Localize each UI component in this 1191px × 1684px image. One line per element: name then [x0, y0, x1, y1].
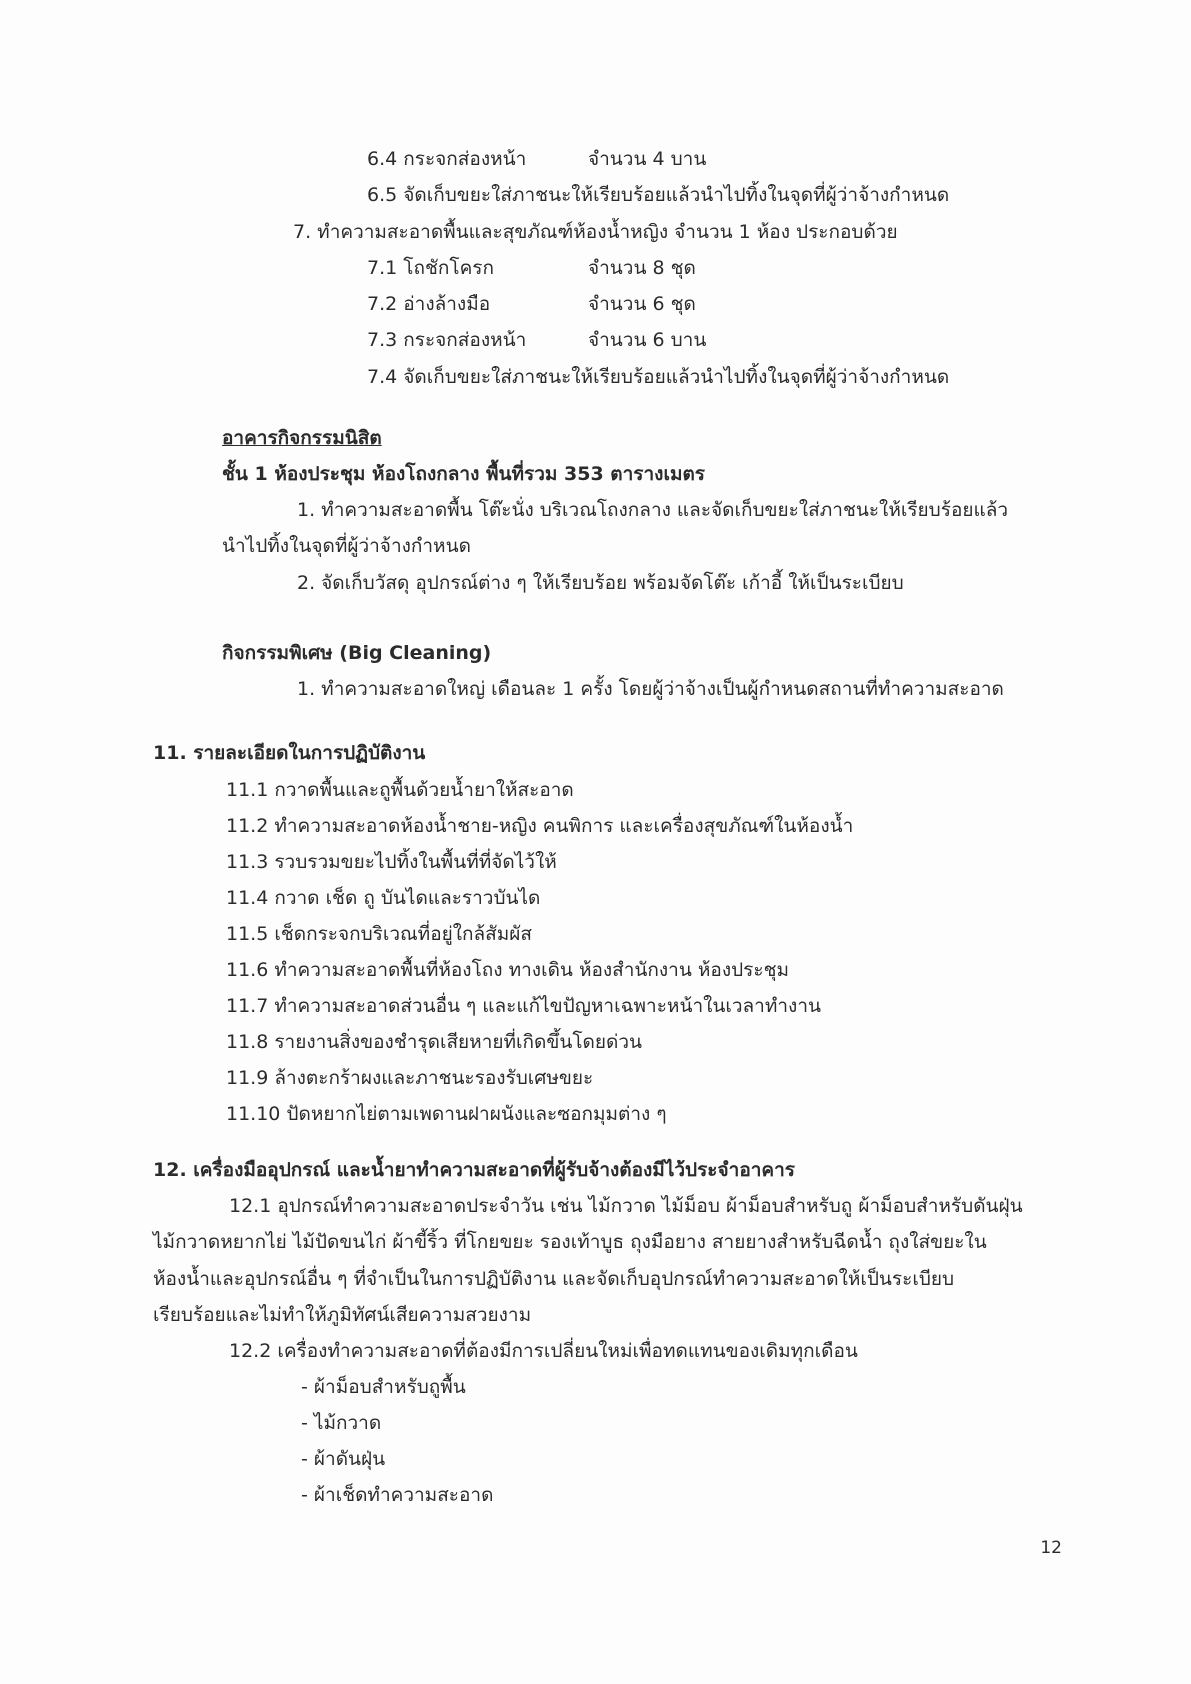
bullet-item: - ผ้าเช็ดทำความสะอาด	[301, 1484, 494, 1506]
list-item: 11.8 รายงานสิ่งของชำรุดเสียหายที่เกิดขึ้นโดยด่วน	[226, 1031, 643, 1053]
item-6-4-label: 6.4 กระจกส่องหน้า	[367, 148, 527, 170]
item-7-3-qty: จำนวน 6 บาน	[588, 329, 707, 351]
section-12-p1-line1: 12.1 อุปกรณ์ทำความสะอาดประจำวัน เช่น ไม้กวาด ไม้ม็อบ ผ้าม็อบสำหรับถู ผ้าม็อบสำหรับดันฝุ่น	[229, 1195, 1023, 1217]
special-heading: กิจกรรมพิเศษ (Big Cleaning)	[222, 642, 492, 664]
special-p1: 1. ทำความสะอาดใหญ่ เดือนละ 1 ครั้ง โดยผู้ว่าจ้างเป็นผู้กำหนดสถานที่ทำความสะอาด	[297, 678, 1004, 700]
list-item: 11.7 ทำความสะอาดส่วนอื่น ๆ และแก้ไขปัญหาเฉพาะหน้าในเวลาทำงาน	[226, 995, 821, 1017]
item-6-5: 6.5 จัดเก็บขยะใส่ภาชนะให้เรียบร้อยแล้วนำไปทิ้งในจุดที่ผู้ว่าจ้างกำหนด	[367, 184, 950, 206]
section-12-p2: 12.2 เครื่องทำความสะอาดที่ต้องมีการเปลี่ยนใหม่เพื่อทดแทนของเดิมทุกเดือน	[229, 1340, 858, 1362]
activity-building-p1-line1: 1. ทำความสะอาดพื้น โต๊ะนั่ง บริเวณโถงกลาง และจัดเก็บขยะใส่ภาชนะให้เรียบร้อยแล้ว	[297, 499, 1009, 521]
item-7-1-label: 7.1 โถชักโครก	[367, 257, 494, 279]
item-7-3-label: 7.3 กระจกส่องหน้า	[367, 329, 527, 351]
item-7-2-label: 7.2 อ่างล้างมือ	[367, 293, 491, 315]
list-item: 11.2 ทำความสะอาดห้องน้ำชาย-หญิง คนพิการ และเครื่องสุขภัณฑ์ในห้องน้ำ	[226, 815, 854, 837]
activity-building-floor: ชั้น 1 ห้องประชุม ห้องโถงกลาง พื้นที่รวม 353 ตารางเมตร	[222, 463, 706, 485]
activity-building-p2: 2. จัดเก็บวัสดุ อุปกรณ์ต่าง ๆ ให้เรียบร้อย พร้อมจัดโต๊ะ เก้าอี้ ให้เป็นระเบียบ	[297, 572, 904, 594]
bullet-item: - ผ้าม็อบสำหรับถูพื้น	[301, 1376, 466, 1398]
list-item: 11.6 ทำความสะอาดพื้นที่ห้องโถง ทางเดิน ห้องสำนักงาน ห้องประชุม	[226, 959, 789, 981]
list-item: 11.5 เช็ดกระจกบริเวณที่อยู่ใกล้สัมผัส	[226, 923, 533, 945]
item-6-4-qty: จำนวน 4 บาน	[588, 148, 707, 170]
section-11-heading: 11. รายละเอียดในการปฏิบัติงาน	[153, 742, 426, 764]
bullet-item: - ไม้กวาด	[301, 1412, 382, 1434]
section-12-p1-line3: ห้องน้ำและอุปกรณ์อื่น ๆ ที่จำเป็นในการปฏิบัติงาน และจัดเก็บอุปกรณ์ทำความสะอาดให้เป็นระเบียบ	[153, 1268, 955, 1290]
item-7: 7. ทำความสะอาดพื้นและสุขภัณฑ์ห้องน้ำหญิง จำนวน 1 ห้อง ประกอบด้วย	[293, 221, 898, 243]
item-7-2-qty: จำนวน 6 ชุด	[588, 293, 696, 315]
activity-building-heading: อาคารกิจกรรมนิสิต	[222, 427, 382, 449]
section-12-p1-line4: เรียบร้อยและไม่ทำให้ภูมิทัศน์เสียความสวยงาม	[153, 1304, 532, 1326]
list-item: 11.9 ล้างตะกร้าผงและภาชนะรองรับเศษขยะ	[226, 1067, 594, 1089]
bullet-item: - ผ้าดันฝุ่น	[301, 1448, 386, 1470]
item-7-1-qty: จำนวน 8 ชุด	[588, 257, 696, 279]
list-item: 11.4 กวาด เช็ด ถู บันไดและราวบันได	[226, 887, 541, 909]
list-item: 11.1 กวาดพื้นและถูพื้นด้วยน้ำยาให้สะอาด	[226, 779, 574, 801]
page-number: 12	[1040, 1538, 1062, 1558]
section-12-heading: 12. เครื่องมืออุปกรณ์ และน้ำยาทำความสะอาดที่ผู้รับจ้างต้องมีไว้ประจำอาคาร	[153, 1159, 795, 1181]
activity-building-p1-line2: นำไปทิ้งในจุดที่ผู้ว่าจ้างกำหนด	[222, 535, 471, 557]
list-item: 11.10 ปัดหยากไย่ตามเพดานฝาผนังและซอกมุมต่าง ๆ	[226, 1103, 667, 1125]
section-12-p1-line2: ไม้กวาดหยากไย่ ไม้ปัดขนไก่ ผ้าขี้ริ้ว ที่โกยขยะ รองเท้าบูธ ถุงมือยาง สายยางสำหรับฉีดน้ำ ถุงใส่ขยะใน	[153, 1231, 987, 1253]
list-item: 11.3 รวบรวมขยะไปทิ้งในพื้นที่ที่จัดไว้ให้	[226, 851, 557, 873]
item-7-4: 7.4 จัดเก็บขยะใส่ภาชนะให้เรียบร้อยแล้วนำไปทิ้งในจุดที่ผู้ว่าจ้างกำหนด	[367, 366, 950, 388]
